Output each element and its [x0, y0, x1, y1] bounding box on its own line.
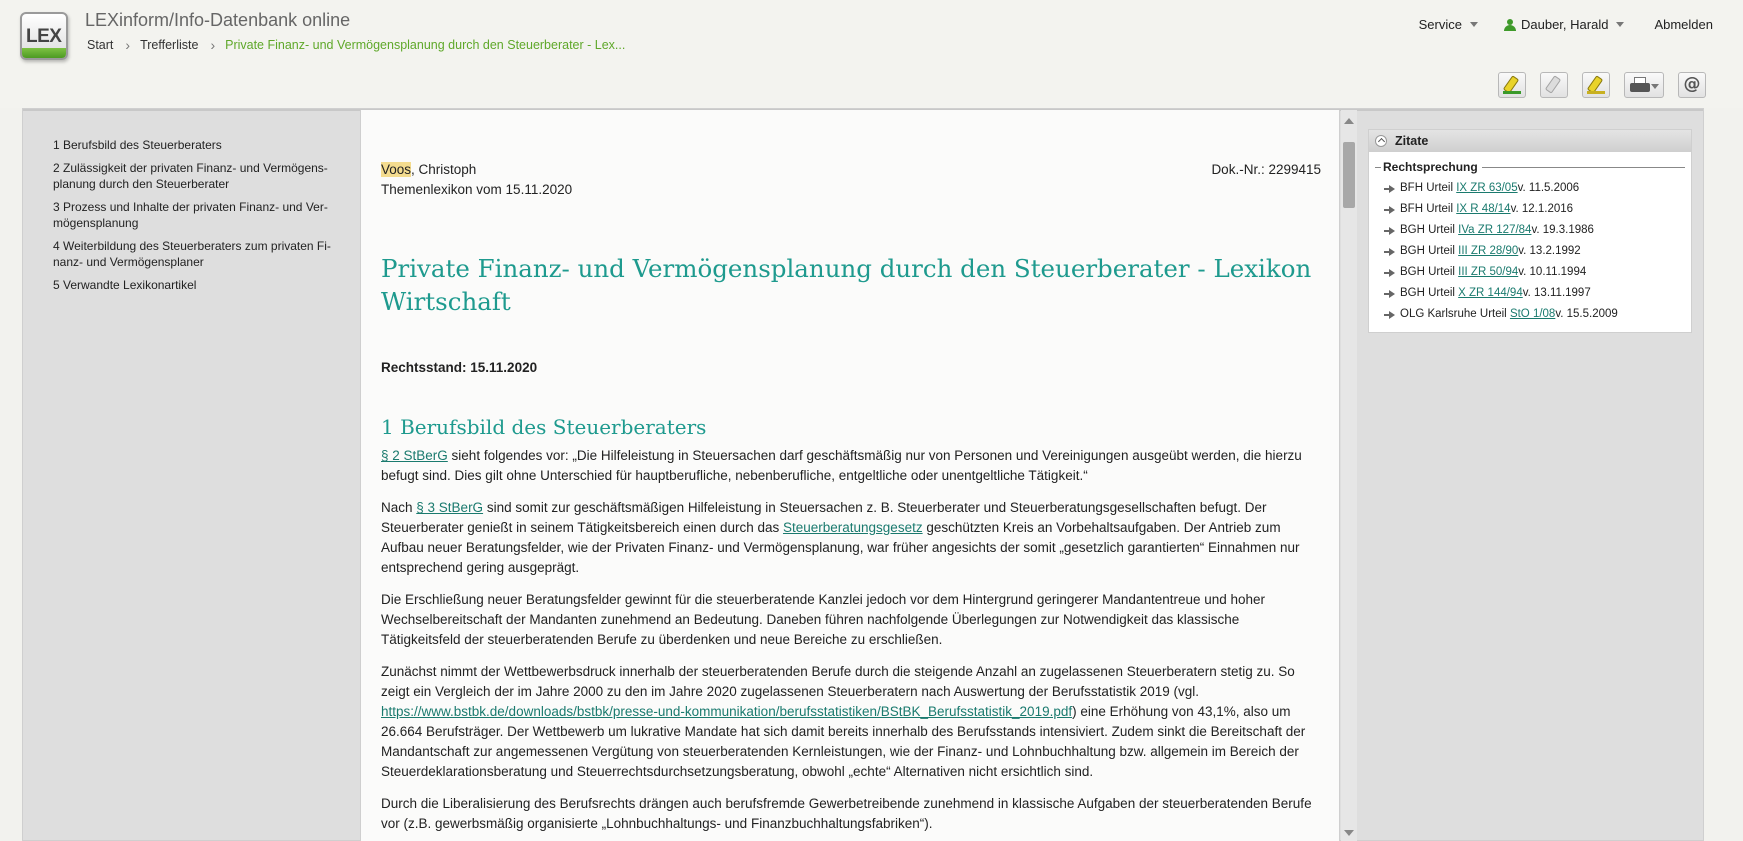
document-number: Dok.-Nr.: 2299415: [1211, 162, 1321, 177]
header: [0, 0, 1743, 108]
law-link[interactable]: § 3 StBerG: [416, 500, 484, 515]
author-highlight: Voos: [381, 162, 412, 177]
citation-link[interactable]: III ZR 50/94: [1458, 266, 1519, 278]
toc-item[interactable]: 3 Prozess und Inhalte der privaten Finanz- und Ver-mögensplanung: [53, 200, 328, 230]
citation-item: [1383, 199, 1691, 220]
user-name: Dauber, Harald: [1521, 17, 1609, 32]
citations-title: Zitate: [1395, 134, 1429, 148]
document-title: Private Finanz- und Vermögensplanung durch den Steuerberater - Lexikon Wirtschaft: [381, 254, 1312, 316]
citation-date: v. 19.3.1986: [1531, 224, 1594, 236]
citation-court: BGH Urteil: [1400, 287, 1455, 299]
document-meta: [381, 160, 1321, 180]
main-frame: [22, 108, 1704, 841]
paragraph-text: sind somit zur geschäftsmäßigen Hilfeleistung in Steuersachen z. B. Steuerberater und Steuerberatungsgesellschaften befugt. Der Steuerberater genießt in seinem Tätigkeitsbereich einen durch das: [381, 500, 1267, 535]
service-menu[interactable]: [1419, 17, 1478, 32]
paragraph: [381, 498, 1321, 578]
paragraph-text: geschützten Kreis an Vorbehaltsaufgaben. Der Antrieb zum Aufbau neuer Beratungsfelder, wie der Privaten Finanz- und Vermögensplanung, war früher angesichts der somit „gesetzlich garantierten“ Einnahmen nur entsprechend gering ausgeprägt.: [381, 520, 1300, 575]
logout-link[interactable]: Abmelden: [1654, 17, 1713, 32]
email-icon: @: [1683, 74, 1701, 94]
citation-court: OLG Karlsruhe Urteil: [1400, 308, 1507, 320]
paragraph-text: Nach: [381, 500, 417, 515]
paragraph: [381, 662, 1321, 782]
toc-item[interactable]: 2 Zulässigkeit der privaten Finanz- und Vermögens-planung durch den Steuerberater: [53, 161, 328, 191]
citations-group: [1375, 160, 1685, 174]
group-label: Rechtsprechung: [1383, 160, 1478, 174]
author: [381, 160, 476, 180]
external-link[interactable]: https://www.bstbk.de/downloads/bstbk/presse-und-kommunikation/berufsstatistiken/BStBK_Berufsstatistik_2019.pdf: [381, 704, 1073, 719]
citation-court: BFH Urteil: [1400, 182, 1454, 194]
toc-item[interactable]: 1 Berufsbild des Steuerberaters: [53, 138, 222, 152]
collapse-icon[interactable]: [1375, 135, 1387, 147]
author-name: , Christoph: [411, 162, 477, 177]
table-of-contents: [53, 137, 343, 300]
citations-header[interactable]: [1369, 130, 1691, 152]
citation-link[interactable]: IVa ZR 127/84: [1458, 224, 1532, 236]
breadcrumb-current: Private Finanz- und Vermögensplanung durch den Steuerberater - Lex...: [225, 38, 626, 52]
citation-link[interactable]: IX ZR 63/05: [1456, 182, 1518, 194]
caret-down-icon: [1651, 84, 1659, 89]
color-mark: [1503, 91, 1521, 94]
citation-link[interactable]: III ZR 28/90: [1458, 245, 1519, 257]
citation-link[interactable]: IX R 48/14: [1456, 203, 1511, 215]
toc-item[interactable]: 5 Verwandte Lexikonartikel: [53, 278, 197, 292]
citation-item: [1383, 178, 1691, 199]
citation-date: v. 12.1.2016: [1510, 203, 1574, 215]
divider: [1482, 167, 1685, 168]
citation-court: BGH Urteil: [1400, 224, 1455, 236]
citations-list: [1369, 178, 1691, 325]
breadcrumb: [87, 37, 625, 53]
highlight-gray-button[interactable]: [1540, 72, 1568, 98]
citation-court: BGH Urteil: [1400, 266, 1455, 278]
document-subtitle: Themenlexikon vom 15.11.2020: [381, 182, 573, 197]
citation-court: BFH Urteil: [1400, 203, 1454, 215]
scroll-thumb[interactable]: [1343, 142, 1355, 208]
citation-item: [1383, 262, 1691, 283]
law-link[interactable]: Steuerberatungsgesetz: [782, 520, 923, 535]
citation-date: v. 13.2.1992: [1518, 245, 1581, 257]
print-button[interactable]: [1624, 72, 1664, 98]
user-icon: [1504, 19, 1516, 31]
arrow-right-icon: [1383, 247, 1397, 257]
logo-text: LEX: [26, 26, 62, 47]
citation-date: v. 15.5.2009: [1555, 308, 1618, 320]
document-pane: [360, 110, 1340, 841]
highlight-green-button[interactable]: [1498, 72, 1526, 98]
document-toolbar: [1484, 72, 1706, 98]
top-navigation: [1393, 17, 1713, 32]
document-content: [381, 160, 1321, 841]
arrow-right-icon: [1383, 268, 1397, 278]
rechtsstand: Rechtsstand: 15.11.2020: [381, 360, 538, 375]
arrow-right-icon: [1383, 226, 1397, 236]
citation-item: [1383, 241, 1691, 262]
chevron-right-icon: ›: [210, 37, 216, 53]
citation-date: v. 11.5.2006: [1517, 182, 1580, 194]
citation-item: [1383, 220, 1691, 241]
citations-panel: [1368, 129, 1692, 333]
arrow-right-icon: [1383, 184, 1397, 194]
citation-link[interactable]: X ZR 144/94: [1458, 287, 1523, 299]
user-menu[interactable]: [1504, 17, 1624, 32]
paragraph: Die Erschließung neuer Beratungsfelder gewinnt für die steuerberatende Kanzlei jedoch vor dem Hintergrund geringerer Mandantentreue und hoher Wechselbereitschaft der Mandanten zunehmend an Bedeutung. Daneben führen nachfolgende Überlegungen zur Notwendigkeit das klassische Tätigkeitsfeld der steuerberatenden Berufe zu überdenken und neue Bereiche zu erschließen.: [381, 592, 1266, 647]
document-scrollbar[interactable]: [1341, 110, 1357, 841]
email-button[interactable]: [1678, 72, 1706, 98]
chevron-right-icon: ›: [125, 37, 131, 53]
logo-stripe: [22, 48, 66, 58]
toc-item[interactable]: 4 Weiterbildung des Steuerberaters zum privaten Fi-nanz- und Vermögensplaner: [53, 239, 331, 269]
paragraph-text: Zunächst nimmt der Wettbewerbsdruck innerhalb der steuerberatenden Berufe durch die steigende Anzahl an zugelassenen Steuerberatern stetig zu. So zeigt ein Vergleich der im Jahre 2000 zu den im Jahre 2020 zugelassenen Steuerberatern nach Auswertung der Berufsstatistik 2019 (vgl.: [381, 664, 1295, 699]
section-heading: 1 Berufsbild des Steuerberaters: [381, 415, 707, 439]
lex-logo[interactable]: [20, 12, 68, 60]
scroll-down-icon[interactable]: [1344, 830, 1354, 836]
scroll-up-icon[interactable]: [1344, 118, 1354, 124]
caret-down-icon: [1470, 22, 1478, 27]
paragraph-text: sieht folgendes vor: „Die Hilfeleistung in Steuersachen darf geschäftsmäßig nur von Personen und Vereinigungen ausgeübt werden, die hierzu befugt sind. Dies gilt ohne Unterschied für hauptberufliche, nebenberufliche, entgeltliche oder unentgeltliche Tätigkeit.“: [381, 448, 1302, 483]
citation-link[interactable]: StO 1/08: [1509, 308, 1556, 320]
printer-body: [1630, 83, 1650, 92]
arrow-right-icon: [1383, 205, 1397, 215]
arrow-right-icon: [1383, 310, 1397, 320]
arrow-right-icon: [1383, 289, 1397, 299]
citation-item: [1383, 283, 1691, 304]
citation-item: [1383, 304, 1691, 325]
paragraph: [381, 446, 1321, 486]
paragraph-text: ) eine Erhöhung von 43,1%, also um 26.664 Berufsträger. Der Wettbewerb um lukrative Mandate hat sich damit bereits innerhalb des Berufsstands intensiviert. Zudem sinkt die Bereitschaft der Mandantschaft zur angemessenen Vergütung von steuerberatenden Kernleistungen, wie der Finanz- und Lohnbuchhaltung bzw. allgemein im Bereich der Steuerdeklarationsberatung und Steuerrechtsdurchsetzungsberatung, obwohl „echte“ Alternativen nicht ersichtlich sind.: [381, 704, 1306, 779]
highlight-yellow-button[interactable]: [1582, 72, 1610, 98]
caret-down-icon: [1616, 22, 1624, 27]
citation-court: BGH Urteil: [1400, 245, 1455, 257]
citation-date: v. 10.11.1994: [1518, 266, 1587, 278]
highlight-gray-icon: [1545, 75, 1561, 94]
paragraph: Durch die Liberalisierung des Berufsrechts drängen auch berufsfremde Gewerbetreibende zunehmend in klassische Aufgaben der steuerberatenden Berufe vor (z.B. gewerbsmäßig organisierte „Lohnbuchhaltungs- und Finanzbuchhaltungsfabriken“).: [381, 796, 1312, 831]
breadcrumb-trefferliste[interactable]: Trefferliste: [140, 38, 199, 52]
citation-date: v. 13.11.1997: [1522, 287, 1591, 299]
color-mark: [1587, 91, 1605, 94]
law-link[interactable]: § 2 StBerG: [381, 448, 448, 463]
app-title: LEXinform/Info-Datenbank online: [85, 10, 351, 30]
service-label: Service: [1418, 17, 1462, 32]
breadcrumb-start[interactable]: Start: [87, 38, 114, 52]
